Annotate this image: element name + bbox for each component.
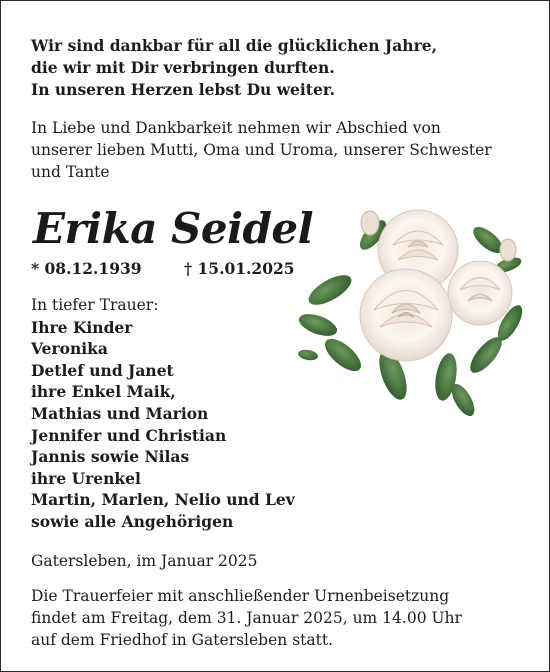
service-line: findet am Freitag, dem 31. Januar 2025, um 14.00 Uhr	[31, 609, 462, 627]
mourners-list	[31, 295, 295, 533]
mourner-line: Mathias und Marion	[31, 403, 209, 423]
service-line: Die Trauerfeier mit anschließender Urnenbeisetzung	[31, 587, 450, 605]
farewell-line: In Liebe und Dankbarkeit nehmen wir Abschied von	[31, 119, 441, 137]
deceased-name: Erika Seidel	[33, 204, 314, 253]
place-date: Gatersleben, im Januar 2025	[31, 552, 258, 570]
intro-line: die wir mit Dir verbringen durften.	[31, 58, 335, 77]
white-roses-bouquet-icon	[298, 205, 533, 420]
mourner-line: Jannis sowie Nilas	[31, 447, 190, 467]
death-date: † 15.01.2025	[184, 259, 295, 278]
mourner-line: Veronika	[31, 339, 108, 359]
farewell-line: unserer lieben Mutti, Oma und Uroma, unserer Schwester	[31, 141, 492, 159]
mourner-line: Martin, Marlen, Nelio und Lev	[31, 490, 295, 510]
intro-line: Wir sind dankbar für all die glücklichen Jahre,	[31, 36, 437, 55]
mourning-label: In tiefer Trauer:	[31, 296, 159, 314]
farewell-line: und Tante	[31, 163, 110, 181]
farewell-text	[31, 117, 521, 183]
intro-line: In unseren Herzen lebst Du weiter.	[31, 80, 335, 99]
mourner-line: Jennifer und Christian	[31, 425, 227, 445]
service-info	[31, 585, 531, 651]
mourner-line: Detlef und Janet	[31, 360, 174, 380]
mourner-line: sowie alle Angehörigen	[31, 511, 234, 531]
mourner-line: ihre Enkel Maik,	[31, 382, 176, 402]
mourner-line: Ihre Kinder	[31, 317, 133, 337]
intro-verse	[31, 35, 437, 101]
mourner-line: ihre Urenkel	[31, 468, 141, 488]
birth-date: * 08.12.1939	[31, 259, 142, 278]
service-line: auf dem Friedhof in Gatersleben statt.	[31, 631, 334, 649]
